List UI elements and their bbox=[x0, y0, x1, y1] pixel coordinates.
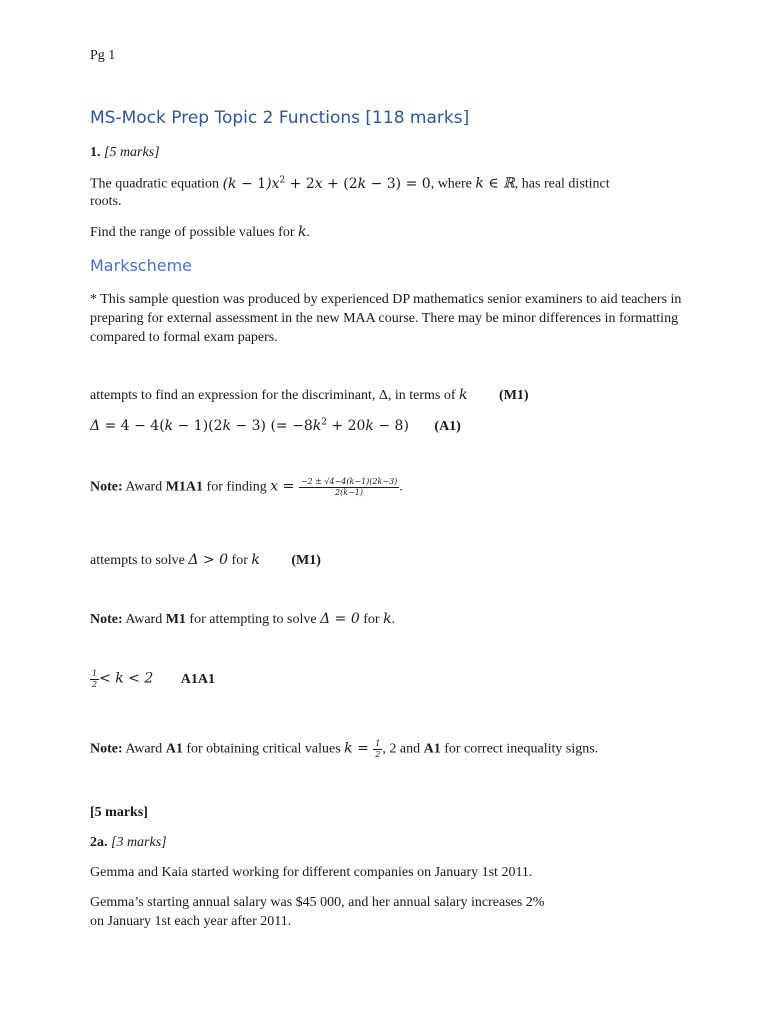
answer-inequality: < k < 2 bbox=[99, 670, 154, 687]
markscheme-heading: Markscheme bbox=[90, 256, 192, 275]
mark-code: A1A1 bbox=[180, 671, 216, 687]
stem-equation: $(k - 1)x^2 + 2x + (2k - 3) = 0$ bbox=[222, 175, 431, 192]
quadratic-formula-fraction bbox=[299, 478, 399, 497]
award-code: M1 bbox=[165, 612, 186, 627]
step-variable: k bbox=[459, 387, 468, 403]
note-end: . bbox=[391, 612, 396, 627]
award-code: A1 bbox=[423, 741, 441, 757]
note-label: Note: bbox=[90, 741, 123, 757]
award-code: A1 bbox=[165, 741, 183, 757]
total-marks: [5 marks] bbox=[90, 805, 148, 820]
markscheme-step-1 bbox=[90, 387, 529, 404]
step-text: attempts to solve bbox=[90, 553, 189, 568]
stem-k-in-r: k ∈ ℝ bbox=[475, 175, 515, 192]
note-text: , 2 and bbox=[382, 741, 424, 757]
task-text: Find the range of possible values for bbox=[90, 225, 299, 240]
note-text: Award bbox=[122, 741, 166, 757]
award-code: M1A1 bbox=[165, 479, 204, 495]
task-end: . bbox=[306, 225, 310, 240]
inequality: Δ > 0 bbox=[188, 552, 229, 568]
note-text: for correct inequality signs. bbox=[440, 741, 599, 757]
note-variable: k bbox=[383, 611, 392, 627]
x-equals: x = bbox=[270, 478, 299, 495]
step-text: attempts to find an expression for the discriminant, Δ, in terms of bbox=[90, 388, 460, 403]
answer-line bbox=[90, 670, 215, 689]
note-label: Note: bbox=[90, 479, 123, 495]
note-text: for finding bbox=[203, 479, 271, 495]
note-1 bbox=[90, 478, 403, 497]
question-2a-line-2: Gemma’s starting annual salary was $45 000, and her annual salary increases 2% bbox=[90, 895, 545, 910]
stem-text: , has real distinct bbox=[514, 176, 610, 192]
note-text: for attempting to solve bbox=[185, 612, 321, 627]
fraction-numerator: 1 bbox=[375, 739, 381, 748]
step-text: for bbox=[228, 553, 252, 568]
note-text: Award bbox=[122, 479, 166, 495]
markscheme-step-2 bbox=[90, 417, 461, 435]
question-1-task bbox=[90, 224, 310, 241]
note-label: Note: bbox=[90, 612, 123, 627]
question-number: 1. bbox=[90, 145, 101, 160]
sample-question-note: * This sample question was produced by experienced DP mathematics senior examiners to aid teachers in preparing for external assessment in the new MAA course. There may be minor differences in formatting compared to formal exam papers. bbox=[90, 292, 682, 345]
question-number: 2a. bbox=[90, 835, 108, 850]
question-1-total bbox=[90, 805, 148, 821]
fraction-denominator: 2 bbox=[375, 750, 381, 759]
question-marks: [3 marks] bbox=[111, 835, 167, 850]
discriminant-equation: Δ = 4 − 4(k − 1)(2k − 3) (= $-8k^2 + 20k - 8$) bbox=[90, 417, 409, 434]
note-2 bbox=[90, 611, 395, 628]
markscheme-step-3 bbox=[90, 552, 321, 569]
question-1-header bbox=[90, 145, 160, 161]
question-2a-line-3: on January 1st each year after 2011. bbox=[90, 914, 292, 929]
stem-text: , where bbox=[430, 176, 476, 192]
mark-code: (M1) bbox=[291, 553, 321, 568]
k-equals: k = bbox=[344, 740, 374, 757]
note-text: Award bbox=[122, 612, 166, 627]
note-text: for bbox=[359, 612, 384, 627]
note-end: . bbox=[399, 479, 403, 495]
stem-text: The quadratic equation bbox=[90, 176, 223, 192]
note-text: for obtaining critical values bbox=[182, 741, 345, 757]
note-3 bbox=[90, 740, 598, 759]
document-title: MS-Mock Prep Topic 2 Functions [118 marks] bbox=[90, 108, 470, 128]
mark-code: (M1) bbox=[499, 388, 529, 403]
fraction-denominator: 2 bbox=[92, 680, 98, 689]
task-variable: k bbox=[298, 224, 307, 240]
question-marks: [5 marks] bbox=[104, 145, 160, 160]
question-1-stem bbox=[90, 175, 610, 193]
question-1-stem-line2: roots. bbox=[90, 194, 122, 209]
half-fraction bbox=[90, 670, 99, 689]
fraction-numerator: 1 bbox=[92, 669, 98, 678]
page-number: Pg 1 bbox=[90, 48, 116, 63]
mark-code: (A1) bbox=[434, 418, 461, 434]
fraction-numerator: −2 ± √4−4(k−1)(2k−3) bbox=[300, 477, 398, 486]
equation: Δ = 0 bbox=[320, 611, 360, 627]
fraction-denominator: 2(k−1) bbox=[335, 488, 364, 497]
question-2a-header bbox=[90, 835, 167, 851]
question-2a-line-1: Gemma and Kaia started working for different companies on January 1st 2011. bbox=[90, 865, 533, 880]
step-variable: k bbox=[251, 552, 260, 568]
